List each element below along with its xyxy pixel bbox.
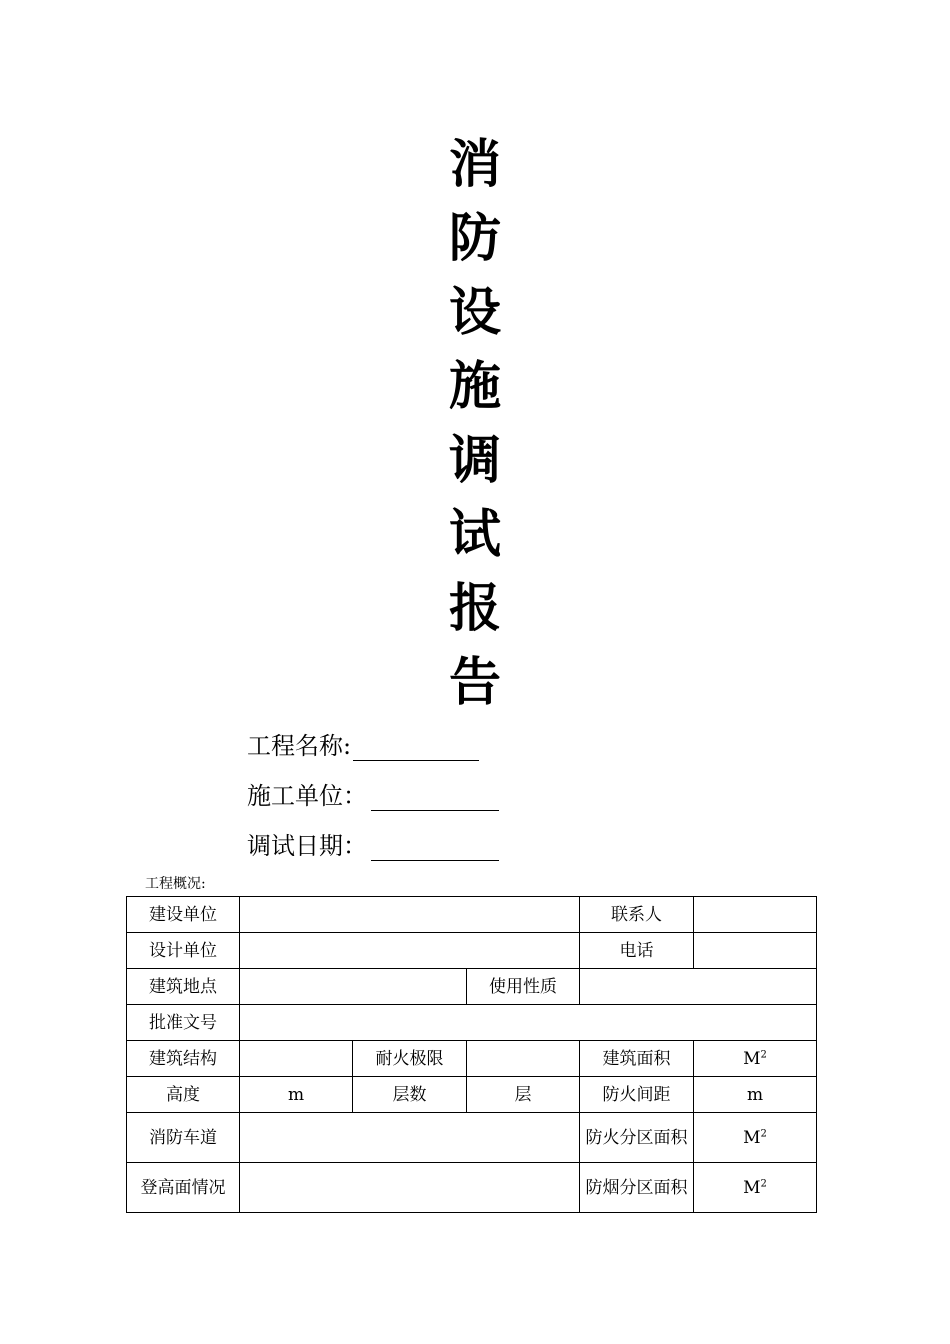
fire-resistance-value <box>467 1041 580 1077</box>
table-row <box>127 933 817 969</box>
project-name-label: 工程名称: <box>247 732 352 760</box>
title-char: 调 <box>448 431 501 491</box>
climbing-surface-value <box>240 1163 580 1213</box>
height-cell: 高度 <box>127 1077 240 1113</box>
construction-unit-value <box>240 897 580 933</box>
contact-cell: 联系人 <box>580 897 694 933</box>
overview-label: 工程概况: <box>145 876 206 892</box>
phone-value <box>694 933 817 969</box>
report-title <box>0 128 950 720</box>
building-location-cell: 建筑地点 <box>127 969 240 1005</box>
debug-date-label: 调试日期： <box>247 832 367 860</box>
project-name-line <box>247 731 479 761</box>
title-char: 消 <box>448 135 501 195</box>
title-char: 告 <box>448 653 501 713</box>
construction-unit-line <box>247 781 499 811</box>
fire-lane-value <box>240 1113 580 1163</box>
fire-resistance-cell: 耐火极限 <box>353 1041 467 1077</box>
building-area-cell: 建筑面积 <box>580 1041 694 1077</box>
table-row <box>127 1113 817 1163</box>
project-name-blank <box>353 734 479 761</box>
table-row <box>127 969 817 1005</box>
fire-lane-cell: 消防车道 <box>127 1113 240 1163</box>
table-row <box>127 1163 817 1213</box>
usage-nature-value <box>580 969 817 1005</box>
fire-spacing-unit: m <box>694 1077 817 1113</box>
construction-unit-blank <box>371 784 499 811</box>
building-structure-value <box>240 1041 353 1077</box>
approval-number-value <box>240 1005 817 1041</box>
smoke-compartment-area-cell: 防烟分区面积 <box>580 1163 694 1213</box>
title-char: 试 <box>448 505 501 565</box>
debug-date-line <box>247 831 499 861</box>
phone-cell: 电话 <box>580 933 694 969</box>
table-row <box>127 1041 817 1077</box>
construction-unit-label: 施工单位： <box>247 782 367 810</box>
floor-unit: 层 <box>467 1077 580 1113</box>
climbing-surface-cell: 登高面情况 <box>127 1163 240 1213</box>
building-location-value <box>240 969 467 1005</box>
title-char: 报 <box>448 579 501 639</box>
fire-compartment-area-cell: 防火分区面积 <box>580 1113 694 1163</box>
contact-value <box>694 897 817 933</box>
design-unit-value <box>240 933 580 969</box>
building-area-unit: $M^2$ <box>694 1041 817 1077</box>
title-char: 施 <box>448 357 501 417</box>
building-structure-cell: 建筑结构 <box>127 1041 240 1077</box>
height-unit: m <box>240 1077 353 1113</box>
table-row <box>127 897 817 933</box>
overview-table <box>126 896 817 1213</box>
fire-compartment-area-unit: $M^2$ <box>694 1113 817 1163</box>
table-row <box>127 1077 817 1113</box>
debug-date-blank <box>371 834 499 861</box>
floor-count-cell: 层数 <box>353 1077 467 1113</box>
approval-number-cell: 批准文号 <box>127 1005 240 1041</box>
table-row <box>127 1005 817 1041</box>
design-unit-cell: 设计单位 <box>127 933 240 969</box>
title-char: 设 <box>448 283 501 343</box>
smoke-compartment-area-unit: $M^2$ <box>694 1163 817 1213</box>
fire-spacing-cell: 防火间距 <box>580 1077 694 1113</box>
construction-unit-cell: 建设单位 <box>127 897 240 933</box>
usage-nature-cell: 使用性质 <box>467 969 580 1005</box>
title-char: 防 <box>448 209 501 269</box>
